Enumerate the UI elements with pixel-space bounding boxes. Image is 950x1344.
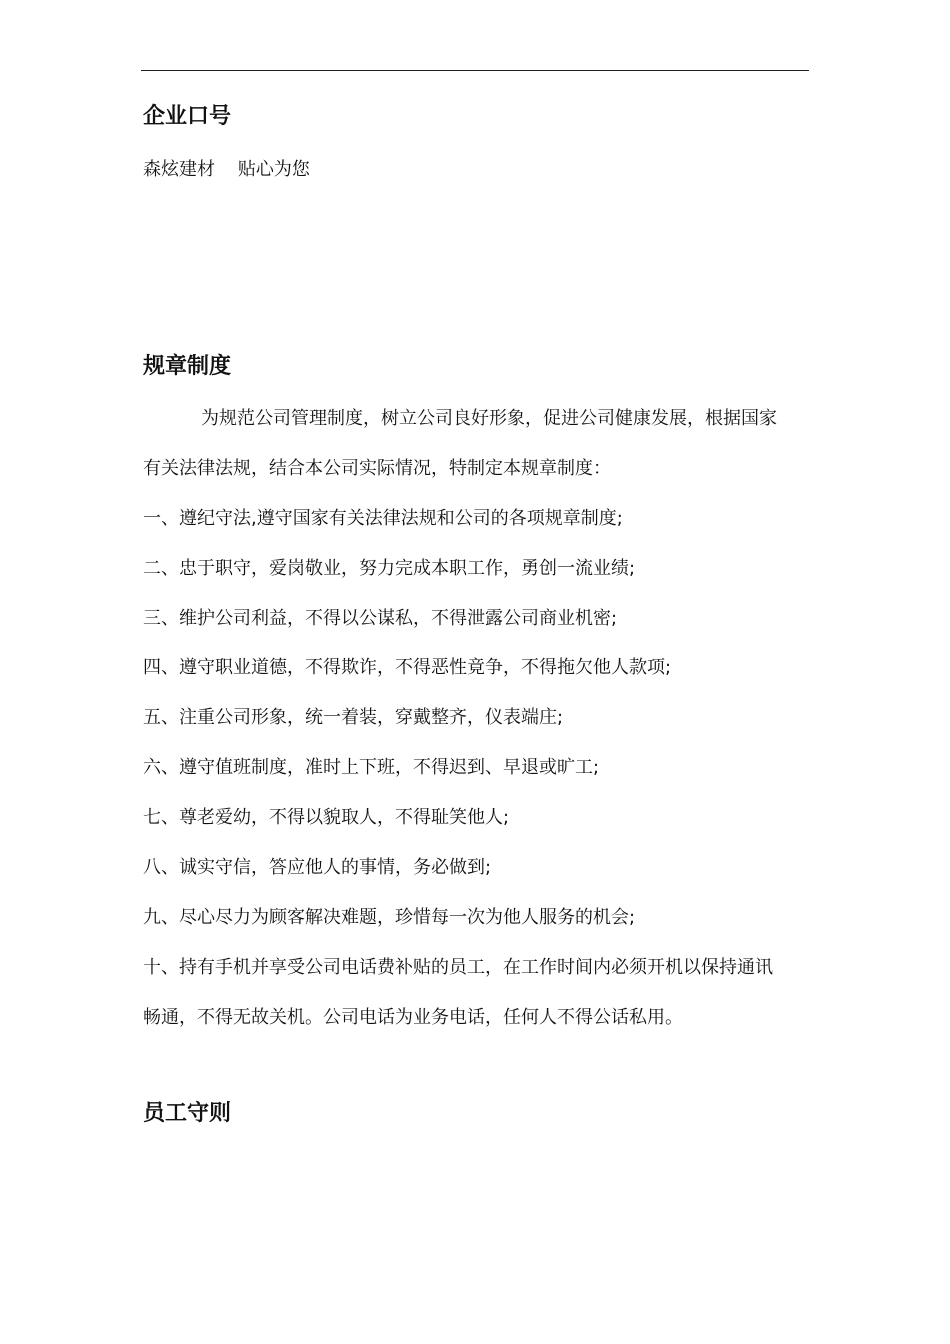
rule-item: 四、遵守职业道德，不得欺诈，不得恶性竟争，不得拖欠他人款项; <box>143 657 672 678</box>
rules-heading: 规章制度 <box>143 354 232 379</box>
rule-item: 一、遵纪守法,遵守国家有关法律法规和公司的各项规章制度; <box>143 508 623 529</box>
rule-item: 二、忠于职守，爱岗敬业，努力完成本职工作，勇创一流业绩; <box>143 558 636 579</box>
rule-item-continuation: 畅通，不得无故关机。公司电话为业务电话，任何人不得公话私用。 <box>143 1007 683 1028</box>
slogan-text: 森炫建材 贴心为您 <box>143 159 310 180</box>
slogan-heading: 企业口号 <box>143 104 232 129</box>
rule-item: 五、注重公司形象，统一着装，穿戴整齐，仪表端庄; <box>143 707 564 728</box>
rule-item: 十、持有手机并享受公司电话费补贴的员工，在工作时间内必须开机以保持通讯 <box>143 957 773 978</box>
rule-item: 七、尊老爱幼，不得以貌取人，不得耻笑他人; <box>143 807 510 828</box>
rule-item: 九、尽心尽力为顾客解决难题，珍惜每一次为他人服务的机会; <box>143 907 636 928</box>
rule-item: 三、维护公司利益，不得以公谋私，不得泄露公司商业机密; <box>143 608 618 629</box>
header-rule <box>141 70 809 71</box>
rule-item: 六、遵守值班制度，准时上下班，不得迟到、早退或旷工; <box>143 757 600 778</box>
rules-intro-line-2: 有关法律法规，结合本公司实际情况，特制定本规章制度： <box>143 458 611 479</box>
rules-intro-line-1: 为规范公司管理制度，树立公司良好形象，促进公司健康发展，根据国家 <box>201 408 777 429</box>
rule-item: 八、诚实守信，答应他人的事情，务必做到; <box>143 857 492 878</box>
conduct-heading: 员工守则 <box>143 1101 232 1126</box>
